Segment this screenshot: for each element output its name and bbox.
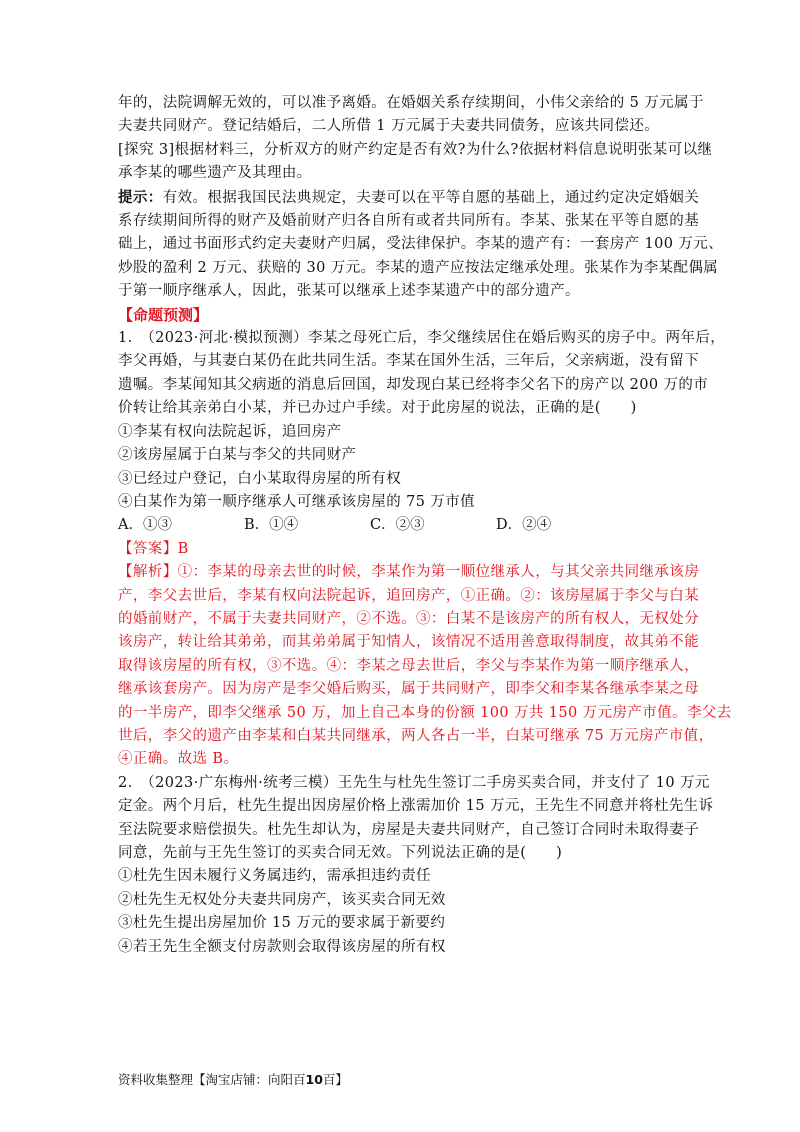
option-item: ②该房屋属于白某与李父的共同财产 — [118, 447, 357, 464]
question-stem-line: 2. （2023·广东梅州·统考三模）王先生与杜先生签订二手房买卖合同，并支付了 10 万元 — [118, 774, 710, 791]
explore-answer-paragraph — [118, 92, 704, 139]
answer-line: 【答案】B — [118, 540, 189, 557]
analysis-line: 继承该套房产。因为房产是李父婚后购买，属于共同财产，即李父和李某各继承李某之母 — [118, 681, 700, 698]
text-line: 炒股的盈利 2 万元、获赔的 30 万元。李某的遗产应按法定继承处理。张某作为李某配偶属 — [118, 259, 719, 276]
analysis-line: 世后，李父的遗产由李某和白某共同继承，两人各占一半，白某可继承 75 万元房产市值， — [118, 727, 714, 744]
option-item: ③已经过户登记，白小某取得房屋的所有权 — [118, 470, 402, 487]
footer-suffix: 百】 — [322, 1072, 348, 1087]
choice-a: A．①③ — [118, 517, 172, 534]
question-stem-line: 1. （2023·河北·模拟预测）李某之母死亡后，李父继续居住在婚后购买的房子中。两年后， — [118, 330, 726, 347]
analysis-line: 产，李父去世后，李某有权向法院起诉，追回房产，①正确。②：该房屋属于李父与白某 — [118, 587, 700, 604]
question-stem-line: 定金。两个月后，杜先生提出因房屋价格上涨需加价 15 万元，王先生不同意并将杜先生诉 — [118, 798, 714, 815]
footer-text: 资料收集整理【淘宝店铺：向阳百 — [118, 1072, 306, 1087]
choice-c: C．②③ — [370, 517, 425, 534]
option-item: ③杜先生提出房屋加价 15 万元的要求属于新要约 — [118, 915, 446, 932]
choice-d: D．②④ — [496, 517, 552, 534]
text-line: 夫妻共同财产。登记结婚后，二人所借 1 万元属于夫妻共同债务，应该共同偿还。 — [118, 118, 660, 135]
choice-b: B．①④ — [244, 517, 299, 534]
text-line: [探究 3]根据材料三，分析双方的财产约定是否有效?为什么?依据材料信息说明张某可以继 — [118, 141, 713, 158]
analysis-line: 取得该房屋的所有权，③不选。④：李某之母去世后，李父与李某作为第一顺序继承人， — [118, 657, 700, 674]
option-item: ④若王先生全额支付房款则会取得该房屋的所有权 — [118, 938, 446, 955]
page-footer — [118, 1070, 348, 1088]
answer-choices — [118, 514, 690, 537]
explore3-hint — [118, 186, 724, 304]
option-item: ②杜先生无权处分夫妻共同房产，该买卖合同无效 — [118, 891, 446, 908]
question-2 — [118, 772, 714, 959]
explore3-question — [118, 139, 713, 186]
text-line: 承李某的哪些遗产及其理由。 — [118, 165, 312, 182]
text-line: 年的，法院调解无效的，可以准予离婚。在婚姻关系存续期间，小伟父亲给的 5 万元属于 — [118, 95, 704, 111]
question-stem-line: 价转让给其亲弟白小某，并已办过户手续。对于此房屋的说法，正确的是( ) — [118, 400, 637, 417]
hint-label: 提示： — [118, 188, 163, 206]
analysis-line: 的一半房产，即李父继承 50 万，加上自己本身的份额 100 万共 150 万元房产市值。李父去 — [118, 704, 732, 721]
hint-text: 有效。根据我国民法典规定，夫妻可以在平等自愿的基础上，通过约定决定婚姻关 — [162, 189, 700, 206]
analysis-line: ④正确。故选 B。 — [118, 751, 239, 768]
text-line: 础上，通过书面形式约定夫妻财产归属，受法律保护。李某的遗产有：一套房产 100 万元、 — [118, 236, 724, 253]
analysis-line: 【解析】①：李某的母亲去世的时候，李某作为第一顺位继承人，与其父亲共同继承该房 — [118, 564, 700, 581]
text-line: 系存续期间所得的财产及婚前财产归各自所有或者共同所有。李某、张某在平等自愿的基 — [118, 213, 700, 230]
option-item: ①李某有权向法院起诉，追回房产 — [118, 423, 342, 440]
page-number: 10 — [305, 1072, 323, 1087]
question-1 — [118, 327, 732, 772]
question-stem-line: 李父再婚，与其妻白某仍在此共同生活。李某在国外生活，三年后，父亲病逝，没有留下 — [118, 353, 700, 370]
question-stem-line: 遗嘱。李某闻知其父病逝的消息后回国，却发现白某已经将李父名下的房产以 200 万的市 — [118, 376, 709, 393]
option-item: ④白某作为第一顺序继承人可继承该房屋的 75 万市值 — [118, 493, 476, 510]
analysis-line: 的婚前财产，不属于夫妻共同财产，②不选。③：白某不是该房产的所有权人，无权处分 — [118, 610, 700, 627]
text-line — [118, 186, 700, 210]
analysis-line: 该房产，转让给其弟弟，而其弟弟属于知情人，该情况不适用善意取得制度，故其弟不能 — [118, 634, 700, 651]
text-line: 于第一顺序继承人，因此，张某可以继承上述李某遗产中的部分遗产。 — [118, 283, 580, 300]
analysis-block — [118, 561, 732, 772]
page-content — [118, 92, 732, 959]
question-stem-line: 同意，先前与王先生签订的买卖合同无效。下列说法正确的是( ) — [118, 845, 563, 861]
option-item: ①杜先生因未履行义务属违约，需承担违约责任 — [118, 868, 431, 885]
section-title: 【命题预测】 — [118, 305, 209, 324]
question-stem-line: 至法院要求赔偿损失。杜先生却认为，房屋是夫妻共同财产，自己签订合同时未取得妻子 — [118, 821, 700, 838]
